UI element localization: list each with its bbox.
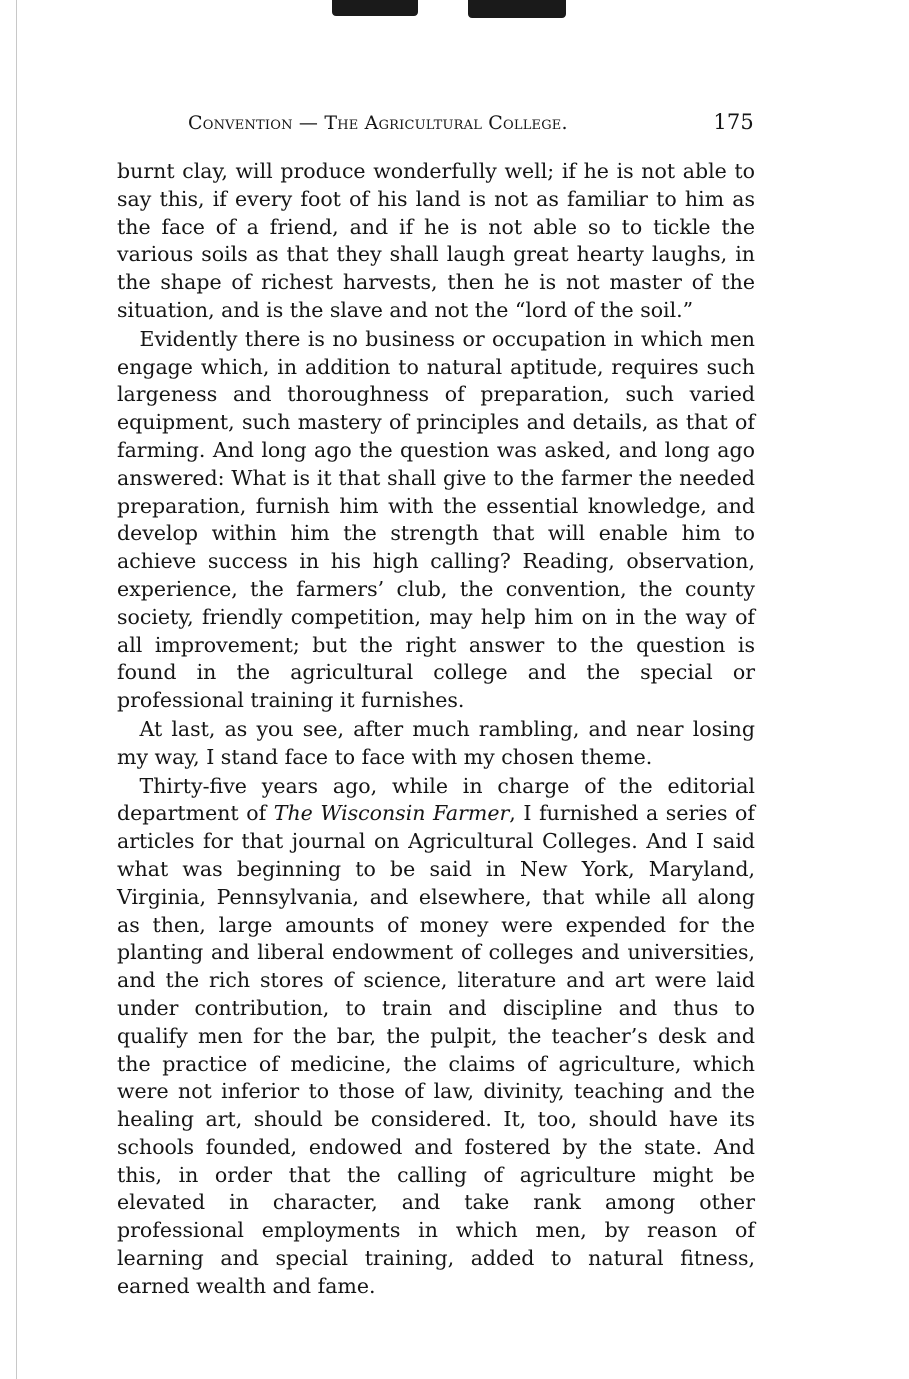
- running-head: [188, 112, 754, 142]
- running-title: Convention — The Agricultural College.: [188, 112, 568, 134]
- journal-title: The Wisconsin Farmer: [273, 801, 510, 826]
- paragraph-farming-preparation: Evidently there is no business or occupation in which men engage which, in addition to natural aptitude, requires such largeness and thoroughness of preparation, such varied equipment, such mastery of principles and details, as that of farming. And long ago the question was asked, and long ago answered: What is it that shall give to the farmer the needed preparation, furnish him with the essential knowledge, and develop within him the strength that will enable him to achieve success in his high calling? Reading, observation, experience, the farmers’ club, the convention, the county society, friendly competition, may help him on in the way of all improvement; but the right answer to the question is found in the agricultural college and the special or professional training it furnishes.: [117, 326, 755, 713]
- page-body: [117, 158, 755, 1301]
- paragraph-continuation: burnt clay, will produce wonderfully well; if he is not able to say this, if every foot of his land is not as familiar to him as the face of a friend, and if he is not able so to tickle the various soils as that they shall laugh great hearty laughs, in the shape of richest harvests, then he is not master of the situation, and is the slave and not the “lord of the soil.”: [117, 159, 755, 322]
- paragraph-text-before-journal: Thirty-five years ago, while in charge of the editorial department of: [117, 773, 755, 826]
- paragraph-agricultural-colleges: [117, 773, 755, 1301]
- scan-artifact-left: [332, 0, 418, 16]
- page-edge-line: [16, 0, 17, 1379]
- paragraph-text-after-journal: , I furnished a series of articles for that journal on Agricultural Colleges. And I said what was beginning to be said in New York, Maryland, Virginia, Pennsylvania, and elsewhere, that while all along as then, large amounts of money were expended for the planting and liberal endowment of colleges and universities, and the rich stores of science, literature and art were laid under contribution, to train and discipline and thus to qualify men for the bar, the pulpit, the teacher’s desk and the practice of medicine, the claims of agriculture, which were not inferior to those of law, divinity, teaching and the healing art, should be considered. It, too, should have its schools founded, endowed and fostered by the state. And this, in order that the calling of agriculture might be elevated in character, and take rank among other professional employments in which men, by reason of learning and special training, added to natural fitness, earned wealth and fame.: [117, 801, 755, 1298]
- page-number: 175: [713, 110, 754, 134]
- paragraph-chosen-theme: At last, as you see, after much rambling, and near losing my way, I stand face to face with my chosen theme.: [117, 716, 755, 769]
- scan-artifact-right: [468, 0, 566, 18]
